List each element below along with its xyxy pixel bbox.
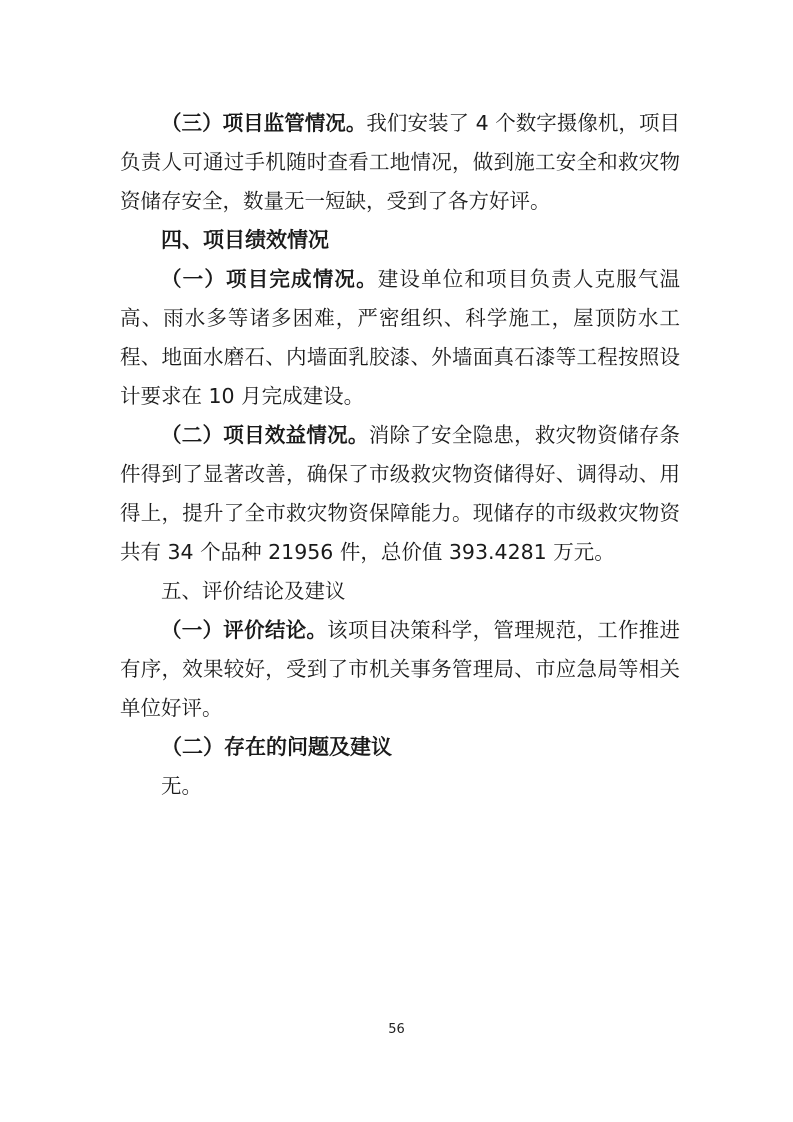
paragraph-lead: （一）评价结论。 (161, 618, 328, 642)
paragraph-project-benefit (120, 416, 680, 572)
page-number: 56 (388, 1022, 405, 1037)
paragraph-project-completion (120, 260, 680, 416)
paragraph-lead: （一）项目完成情况。 (161, 267, 378, 291)
paragraph-evaluation-conclusion (120, 611, 680, 728)
document-body (120, 104, 680, 806)
paragraph-lead: （二）项目效益情况。 (161, 423, 369, 447)
paragraph-issues-none (120, 767, 680, 806)
paragraph-text: 我们安装了 4 个数字摄像机，项目负责人可通过手机随时查看工地情况，做到施工安全和救灾物资储存安全，数量无一短缺，受到了各方好评。 (120, 111, 681, 213)
paragraph-text: 无。 (161, 774, 202, 798)
section-heading-performance: 四、项目绩效情况 (161, 228, 329, 252)
section-heading-conclusion: 五、评价结论及建议 (161, 579, 346, 603)
paragraph-text: 建设单位和项目负责人克服气温高、雨水多等诸多困难，严密组织、科学施工，屋顶防水工程、地面水磨石、内墙面乳胶漆、外墙面真石漆等工程按照设计要求在 10 月完成建设。 (120, 267, 681, 408)
subsection-heading-issues: （二）存在的问题及建议 (161, 735, 392, 759)
paragraph-lead: （三）项目监管情况。 (161, 111, 367, 135)
paragraph-text: 该项目决策科学，管理规范，工作推进有序，效果较好，受到了市机关事务管理局、市应急局等相关单位好评。 (120, 618, 681, 720)
paragraph-text: 消除了安全隐患，救灾物资储存条件得到了显著改善，确保了市级救灾物资储得好、调得动、用得上，提升了全市救灾物资保障能力。现储存的市级救灾物资共有 34 个品种 21956 件，总价值 393.4281 万元。 (120, 423, 681, 564)
paragraph-project-supervision (120, 104, 680, 221)
